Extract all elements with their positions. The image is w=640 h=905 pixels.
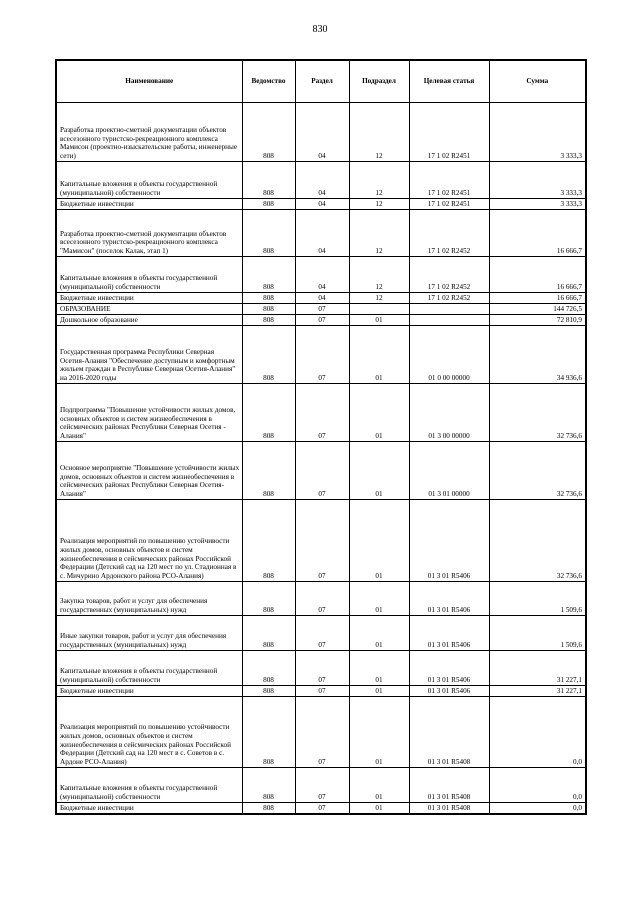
row-sum: 3 333,3	[489, 103, 586, 162]
row-section: 07	[295, 442, 349, 500]
row-section: 07	[295, 651, 349, 686]
row-department: 808	[242, 582, 295, 616]
row-sum: 16 666,7	[489, 257, 586, 293]
row-section: 07	[295, 582, 349, 616]
row-sum: 72 810,9	[489, 315, 586, 326]
row-subsection: 12	[349, 257, 409, 293]
row-subsection: 01	[349, 768, 409, 803]
row-subsection: 12	[349, 210, 409, 257]
header-sum: Сумма	[489, 60, 586, 103]
row-section: 07	[295, 315, 349, 326]
row-name: Основное мероприятие "Повышение устойчивости жилых домов, основных объектов и систем жизнеобеспечения в сейсмических районах Республики Северная Осетия-Алания"	[56, 442, 242, 500]
row-name: Капитальные вложения в объекты государственной (муниципальной) собственности	[56, 768, 242, 803]
row-subsection: 01	[349, 384, 409, 442]
row-department: 808	[242, 442, 295, 500]
table-row	[56, 651, 586, 686]
header-name: Наименование	[56, 60, 242, 103]
row-target-article: 01 0 00 00000	[409, 326, 489, 384]
table-row	[56, 103, 586, 162]
table-header-row	[56, 60, 586, 103]
row-name: Иные закупки товаров, работ и услуг для обеспечения государственных (муниципальных) нужд	[56, 616, 242, 651]
row-department: 808	[242, 103, 295, 162]
row-target-article	[409, 304, 489, 315]
row-section: 07	[295, 686, 349, 697]
row-name: ОБРАЗОВАНИЕ	[56, 304, 242, 315]
row-section: 04	[295, 103, 349, 162]
row-section: 07	[295, 697, 349, 768]
row-name: Закупка товаров, работ и услуг для обеспечения государственных (муниципальных) нужд	[56, 582, 242, 616]
row-target-article: 17 1 02 R2451	[409, 103, 489, 162]
table-row	[56, 162, 586, 199]
table-row	[56, 803, 586, 814]
row-name: Капитальные вложения в объекты государственной (муниципальной) собственности	[56, 651, 242, 686]
row-subsection: 01	[349, 582, 409, 616]
row-department: 808	[242, 616, 295, 651]
row-name: Дошкольное образование	[56, 315, 242, 326]
row-department: 808	[242, 651, 295, 686]
table-row	[56, 384, 586, 442]
row-name: Реализация мероприятий по повышению устойчивости жилых домов, основных объектов и систем жизнеобеспечения в сейсмических районах Российской Федерации (Детский сад на 120 мест по ул. Стадионная в с. Мичурино Ардонского района РСО-Алания)	[56, 500, 242, 582]
row-name: Государственная программа Республики Северная Осетия-Алания "Обеспечение доступным и комфортным жильем граждан в Республике Северная Осетия-Алания" на 2016-2020 годы	[56, 326, 242, 384]
table-row	[56, 768, 586, 803]
row-department: 808	[242, 315, 295, 326]
row-sum: 1 509,6	[489, 582, 586, 616]
table-row	[56, 293, 586, 304]
row-sum: 144 726,5	[489, 304, 586, 315]
row-department: 808	[242, 162, 295, 199]
row-sum: 16 666,7	[489, 293, 586, 304]
row-section: 07	[295, 326, 349, 384]
header-section: Раздел	[295, 60, 349, 103]
row-target-article: 17 1 02 R2452	[409, 257, 489, 293]
row-department: 808	[242, 768, 295, 803]
row-department: 808	[242, 697, 295, 768]
table-row	[56, 257, 586, 293]
row-target-article: 01 3 01 R5406	[409, 651, 489, 686]
row-subsection: 01	[349, 315, 409, 326]
row-target-article: 17 1 02 R2452	[409, 293, 489, 304]
row-section: 04	[295, 293, 349, 304]
row-target-article: 17 1 02 R2451	[409, 199, 489, 210]
row-subsection: 12	[349, 293, 409, 304]
row-department: 808	[242, 326, 295, 384]
row-subsection: 01	[349, 326, 409, 384]
row-subsection: 12	[349, 103, 409, 162]
row-department: 808	[242, 686, 295, 697]
row-name: Разработка проектно-сметной документации объектов всесезонного туристско-рекреационного комплекса Мамисон (проектно-изыскательские работы, инженерные сети)	[56, 103, 242, 162]
row-subsection: 01	[349, 651, 409, 686]
row-department: 808	[242, 384, 295, 442]
row-section: 04	[295, 210, 349, 257]
row-department: 808	[242, 500, 295, 582]
table-row	[56, 686, 586, 697]
row-target-article: 17 1 02 R2452	[409, 210, 489, 257]
row-name: Реализация мероприятий по повышению устойчивости жилых домов, основных объектов и систем жизнеобеспечения в сейсмических районах Российской Федерации (Детский сад на 120 мест в с. Советов в с. Ардоне РСО-Алания)	[56, 697, 242, 768]
header-department: Ведомство	[242, 60, 295, 103]
row-sum: 1 509,6	[489, 616, 586, 651]
row-subsection: 01	[349, 616, 409, 651]
header-target-article: Целевая статья	[409, 60, 489, 103]
row-sum: 16 666,7	[489, 210, 586, 257]
table-row	[56, 442, 586, 500]
row-sum: 31 227,1	[489, 651, 586, 686]
row-target-article: 01 3 00 00000	[409, 384, 489, 442]
row-sum: 31 227,1	[489, 686, 586, 697]
row-subsection	[349, 304, 409, 315]
row-target-article: 01 3 01 00000	[409, 442, 489, 500]
row-sum: 0,0	[489, 768, 586, 803]
row-sum: 32 736,6	[489, 384, 586, 442]
row-name: Бюджетные инвестиции	[56, 686, 242, 697]
budget-table	[55, 59, 587, 815]
row-name: Капитальные вложения в объекты государственной (муниципальной) собственности	[56, 162, 242, 199]
row-section: 07	[295, 304, 349, 315]
row-target-article: 01 3 01 R5408	[409, 768, 489, 803]
table-row	[56, 326, 586, 384]
row-department: 808	[242, 210, 295, 257]
row-department: 808	[242, 199, 295, 210]
row-subsection: 01	[349, 500, 409, 582]
table-row	[56, 697, 586, 768]
row-target-article: 01 3 01 R5408	[409, 697, 489, 768]
row-department: 808	[242, 304, 295, 315]
row-department: 808	[242, 803, 295, 814]
table-row	[56, 210, 586, 257]
row-sum: 3 333,3	[489, 199, 586, 210]
row-name: Капитальные вложения в объекты государственной (муниципальной) собственности	[56, 257, 242, 293]
row-section: 07	[295, 500, 349, 582]
row-subsection: 01	[349, 686, 409, 697]
table-row	[56, 304, 586, 315]
row-section: 07	[295, 803, 349, 814]
page-number: 830	[312, 24, 328, 35]
row-sum: 34 936,6	[489, 326, 586, 384]
row-target-article	[409, 315, 489, 326]
table-row	[56, 500, 586, 582]
row-name: Подпрограмма "Повышение устойчивости жилых домов, основных объектов и систем жизнеобеспечения в сейсмических районах Республики Северная Осетия - Алания"	[56, 384, 242, 442]
row-target-article: 01 3 01 R5406	[409, 616, 489, 651]
row-subsection: 01	[349, 803, 409, 814]
table-row	[56, 582, 586, 616]
row-department: 808	[242, 257, 295, 293]
row-subsection: 01	[349, 697, 409, 768]
row-section: 07	[295, 384, 349, 442]
row-sum: 0,0	[489, 697, 586, 768]
table-row	[56, 616, 586, 651]
row-target-article: 01 3 01 R5406	[409, 686, 489, 697]
row-name: Бюджетные инвестиции	[56, 199, 242, 210]
row-target-article: 17 1 02 R2451	[409, 162, 489, 199]
row-department: 808	[242, 293, 295, 304]
table-row	[56, 199, 586, 210]
row-section: 04	[295, 199, 349, 210]
row-subsection: 12	[349, 162, 409, 199]
header-subsection: Подраздел	[349, 60, 409, 103]
row-sum: 0,0	[489, 803, 586, 814]
row-sum: 32 736,6	[489, 442, 586, 500]
row-section: 07	[295, 768, 349, 803]
row-name: Бюджетные инвестиции	[56, 803, 242, 814]
table-row	[56, 315, 586, 326]
row-name: Разработка проектно-сметной документации объектов всесезонного туристско-рекреационного комплекса "Мамисон" (поселок Калак, этап 1)	[56, 210, 242, 257]
row-section: 04	[295, 257, 349, 293]
row-target-article: 01 3 01 R5408	[409, 803, 489, 814]
row-subsection: 01	[349, 442, 409, 500]
row-target-article: 01 3 01 R5406	[409, 500, 489, 582]
row-sum: 32 736,6	[489, 500, 586, 582]
row-section: 07	[295, 616, 349, 651]
row-name: Бюджетные инвестиции	[56, 293, 242, 304]
row-target-article: 01 3 01 R5406	[409, 582, 489, 616]
row-section: 04	[295, 162, 349, 199]
row-subsection: 12	[349, 199, 409, 210]
row-sum: 3 333,3	[489, 162, 586, 199]
